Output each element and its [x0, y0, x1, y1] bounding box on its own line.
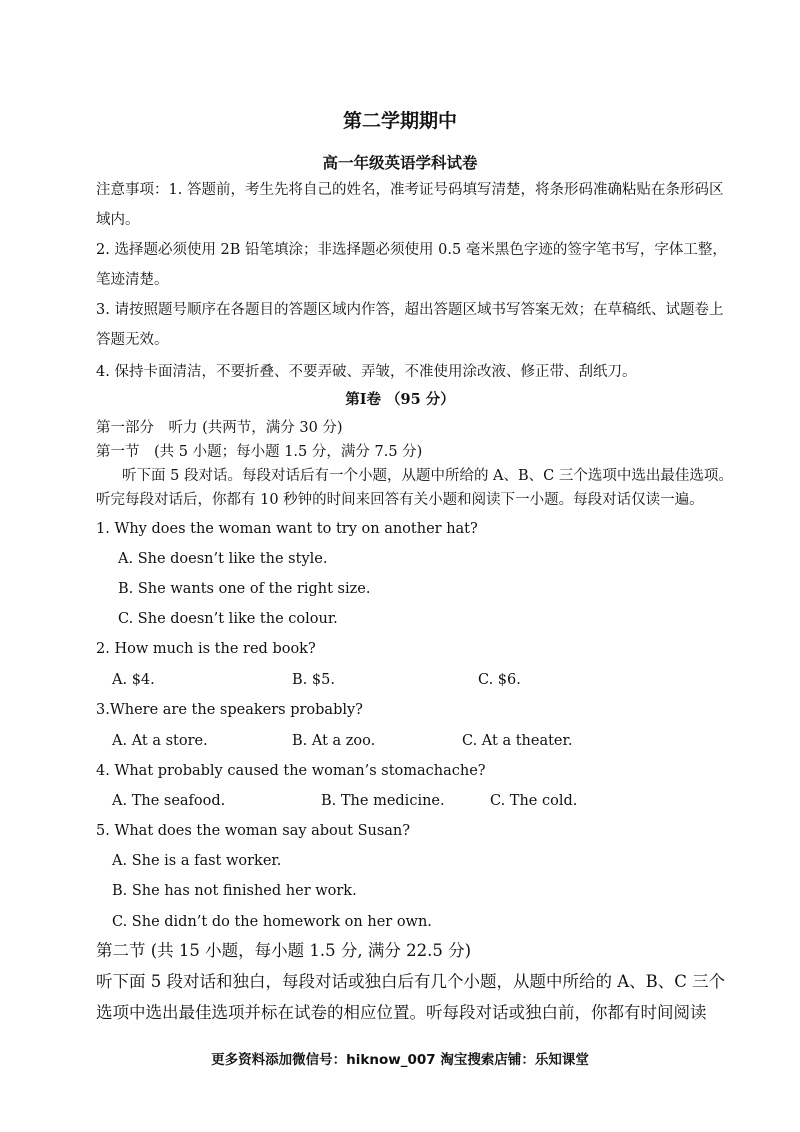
notes-line-6: 答题无效。: [96, 332, 169, 348]
question-3-option-a: A. At a store.: [112, 733, 208, 749]
question-1-option-b: B. She wants one of the right size.: [118, 581, 371, 597]
part1-heading: 第一部分 听力 (共两节，满分 30 分): [96, 420, 343, 436]
section1-instruction-1: 听下面 5 段对话。每段对话后有一个小题，从题中所给的 A、B、C 三个选项中选出最佳选项。: [122, 468, 733, 484]
question-4: 4. What probably caused the woman’s stomachache?: [96, 763, 486, 779]
question-3-option-c: C. At a theater.: [462, 733, 573, 749]
page-footer: 更多资料添加微信号：hiknow_007 淘宝搜索店铺：乐知课堂: [211, 1052, 589, 1068]
question-4-option-c: C. The cold.: [490, 793, 578, 809]
section2-heading: 第二节 (共 15 小题，每小题 1.5 分, 满分 22.5 分): [96, 941, 472, 960]
exam-title: 第二学期期中: [342, 110, 457, 132]
question-2-option-a: A. $4.: [112, 672, 155, 688]
question-1-option-c: C. She doesn’t like the colour.: [118, 611, 338, 627]
question-5: 5. What does the woman say about Susan?: [96, 823, 411, 839]
question-5-option-a: A. She is a fast worker.: [112, 853, 282, 869]
question-5-option-b: B. She has not finished her work.: [112, 883, 357, 899]
notes-line-1: 注意事项：1. 答题前，考生先将自己的姓名，准考证号码填写清楚，将条形码准确粘贴在条形码区: [96, 182, 724, 198]
question-1: 1. Why does the woman want to try on another hat?: [96, 521, 478, 537]
section1-instruction-2: 听完每段对话后，你都有 10 秒钟的时间来回答有关小题和阅读下一小题。每段对话仅读一遍。: [96, 492, 704, 508]
question-4-option-a: A. The seafood.: [112, 793, 226, 809]
question-4-option-b: B. The medicine.: [321, 793, 445, 809]
section2-instruction-1: 听下面 5 段对话和独白，每段对话或独白后有几个小题，从题中所给的 A、B、C 三个: [96, 972, 726, 991]
notes-line-4: 笔迹清楚。: [96, 272, 169, 288]
section1-heading: 第一节 (共 5 小题；每小题 1.5 分，满分 7.5 分): [96, 444, 423, 460]
question-2-option-b: B. $5.: [292, 672, 335, 688]
notes-line-5: 3. 请按照题号顺序在各题目的答题区域内作答，超出答题区域书写答案无效；在草稿纸、试题卷上: [96, 302, 724, 318]
question-2-option-c: C. $6.: [478, 672, 521, 688]
question-2: 2. How much is the red book?: [96, 641, 316, 657]
volume-heading: 第Ⅰ卷 （95 分）: [345, 391, 455, 408]
notes-line-7: 4. 保持卡面清洁，不要折叠、不要弄破、弄皱，不准使用涂改液、修正带、刮纸刀。: [96, 364, 637, 380]
question-3: 3.Where are the speakers probably?: [96, 702, 363, 718]
question-5-option-c: C. She didn’t do the homework on her own.: [112, 914, 432, 930]
notes-line-3: 2. 选择题必须使用 2B 铅笔填涂；非选择题必须使用 0.5 毫米黑色字迹的签字笔书写，字体工整，: [96, 242, 727, 258]
question-1-option-a: A. She doesn’t like the style.: [118, 551, 328, 567]
section2-instruction-2: 选项中选出最佳选项并标在试卷的相应位置。听每段对话或独白前，你都有时间阅读: [96, 1003, 707, 1022]
notes-line-2: 域内。: [96, 212, 140, 228]
exam-subtitle: 高一年级英语学科试卷: [322, 154, 478, 172]
question-3-option-b: B. At a zoo.: [292, 733, 376, 749]
